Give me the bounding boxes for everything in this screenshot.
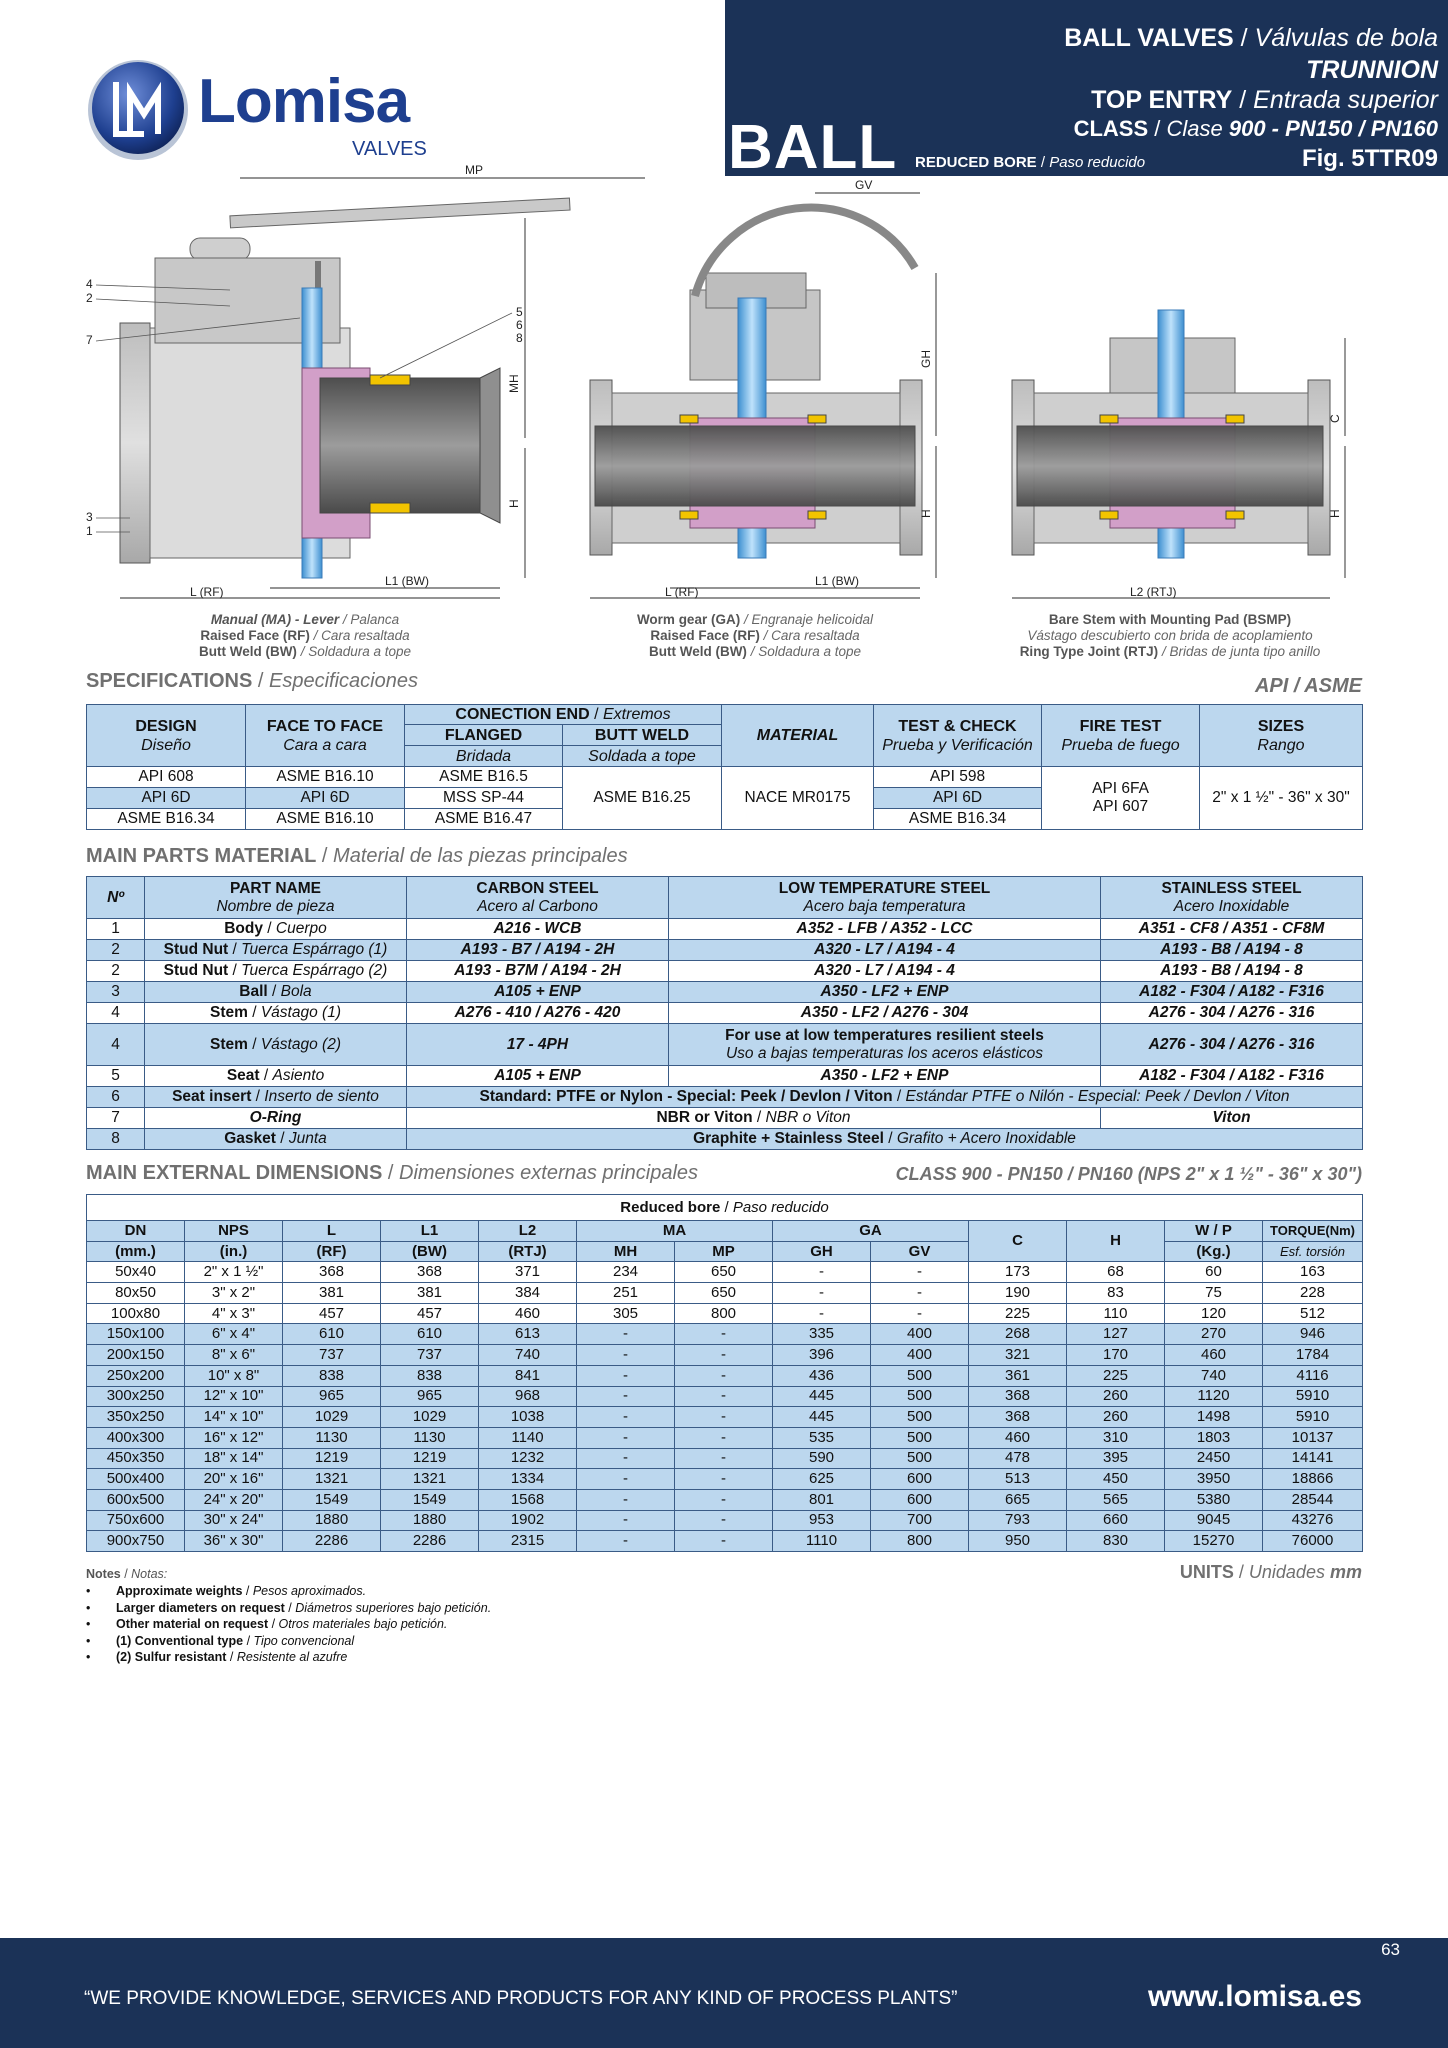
svg-text:L (RF): L (RF)	[665, 585, 699, 599]
dimension-cell: 9045	[1165, 1510, 1263, 1531]
dimension-cell: 68	[1067, 1262, 1165, 1283]
dimension-cell: 968	[479, 1386, 577, 1407]
dimension-cell: 793	[969, 1510, 1067, 1531]
dimension-cell: 460	[1165, 1345, 1263, 1366]
note-item: • (1) Conventional type / Tipo convencional	[86, 1633, 355, 1648]
svg-text:7: 7	[86, 333, 93, 347]
dimension-cell: -	[773, 1262, 871, 1283]
header-line-4: CLASS / Clase 900 - PN150 / PN160	[1073, 116, 1438, 141]
parts-row: 7 O-Ring NBR or Viton / NBR o Viton Viton	[87, 1108, 1363, 1129]
valve-drawings	[80, 163, 1370, 668]
dimension-cell: 190	[969, 1283, 1067, 1304]
dimension-cell: 10" x 8"	[185, 1365, 283, 1386]
parts-row: 2 Stud Nut / Tuerca Espárrago (1) A193 - B7 / A194 - 2H A320 - L7 / A194 - 4 A193 - B8 / A194 - 8	[87, 940, 1363, 961]
parts-row: 5 Seat / Asiento A105 + ENP A350 - LF2 + ENP A182 - F304 / A182 - F316	[87, 1066, 1363, 1087]
dimension-row	[87, 1324, 1363, 1345]
dimension-cell: -	[577, 1489, 675, 1510]
dimension-cell: 225	[969, 1303, 1067, 1324]
svg-text:3: 3	[86, 510, 93, 524]
website-link[interactable]: www.lomisa.es	[1148, 1980, 1362, 2013]
note-item: • Approximate weights / Pesos aproximados.	[86, 1584, 367, 1598]
parts-row: 3 Ball / Bola A105 + ENP A350 - LF2 + ENP A182 - F304 / A182 - F316	[87, 982, 1363, 1003]
dimension-row	[87, 1365, 1363, 1386]
dimension-cell: 457	[381, 1303, 479, 1324]
dimension-cell: 381	[381, 1283, 479, 1304]
dimension-cell: 737	[283, 1345, 381, 1366]
dimension-cell: -	[577, 1386, 675, 1407]
dimension-cell: 1880	[283, 1510, 381, 1531]
dimension-cell: 150x100	[87, 1324, 185, 1345]
parts-row: 6 Seat insert / Inserto de siento Standard: PTFE or Nylon - Special: Peek / Devlon / Viton / Estándar PTFE o Nilón - Especial: Peek / Devlon / Viton	[87, 1087, 1363, 1108]
drawing-bare-stem	[1012, 310, 1345, 599]
dimension-cell: 500	[871, 1386, 969, 1407]
dimension-row	[87, 1407, 1363, 1428]
dimension-cell: 80x50	[87, 1283, 185, 1304]
dimension-row	[87, 1448, 1363, 1469]
dimension-cell: 350x250	[87, 1407, 185, 1428]
dimension-cell: 400x300	[87, 1427, 185, 1448]
note-item: • Other material on request / Otros materiales bajo petición.	[86, 1617, 448, 1631]
dimension-cell: 2450	[1165, 1448, 1263, 1469]
dimension-cell: -	[577, 1365, 675, 1386]
dimension-cell: 838	[381, 1365, 479, 1386]
dimension-cell: -	[773, 1283, 871, 1304]
note-item: • (2) Sulfur resistant / Resistente al azufre	[86, 1650, 348, 1664]
dimension-cell: 500	[871, 1427, 969, 1448]
dimension-cell: -	[871, 1262, 969, 1283]
dimension-cell: 460	[969, 1427, 1067, 1448]
dimension-cell: 1334	[479, 1469, 577, 1490]
dimension-cell: 1321	[283, 1469, 381, 1490]
drawing-gear	[590, 178, 936, 599]
dimension-cell: 1498	[1165, 1407, 1263, 1428]
svg-text:H: H	[1328, 509, 1342, 518]
dimension-cell: 225	[1067, 1365, 1165, 1386]
dimension-cell: 20" x 16"	[185, 1469, 283, 1490]
dimension-cell: 800	[871, 1531, 969, 1552]
dimension-cell: 478	[969, 1448, 1067, 1469]
dimension-cell: 1130	[283, 1427, 381, 1448]
dimension-cell: 830	[1067, 1531, 1165, 1552]
dimension-cell: 535	[773, 1427, 871, 1448]
dimension-cell: 965	[381, 1386, 479, 1407]
dimension-row	[87, 1386, 1363, 1407]
dimension-cell: 740	[479, 1345, 577, 1366]
dimension-row	[87, 1510, 1363, 1531]
dimension-cell: 450	[1067, 1469, 1165, 1490]
dimension-cell: 14141	[1263, 1448, 1363, 1469]
header-line-3: TOP ENTRY / Entrada superior	[1091, 86, 1438, 114]
dimension-cell: 173	[969, 1262, 1067, 1283]
dimension-cell: 100x80	[87, 1303, 185, 1324]
dimension-cell: -	[675, 1324, 773, 1345]
dimension-cell: 24" x 20"	[185, 1489, 283, 1510]
dimension-cell: 1232	[479, 1448, 577, 1469]
parts-row: 8 Gasket / Junta Graphite + Stainless Steel / Grafito + Acero Inoxidable	[87, 1129, 1363, 1150]
dimension-cell: -	[577, 1427, 675, 1448]
dimension-cell: 270	[1165, 1324, 1263, 1345]
dimension-cell: 600	[871, 1469, 969, 1490]
dimension-row	[87, 1303, 1363, 1324]
dimension-cell: 400	[871, 1345, 969, 1366]
dimension-cell: 170	[1067, 1345, 1165, 1366]
logo-name: Lomisa	[198, 67, 410, 136]
specs-table: DESIGN Diseño FACE TO FACE Cara a cara CONECTION END / Extremos MATERIAL TEST & CHECK Prueba y Verificación FIRE TEST Prueba de fuego SIZES Rango FLANGED BUTT WELD Bridada Soldada a tope API 608 ASME B16.10 ASME B16.5 ASME B16.25 NACE MR0175 API 598 API 6FA API 607 2" x 1 ½" - 36" x 30" API 6D API 6D MSS SP-44 API 6D ASME B16.34 ASME B16.10 ASME B16.47 ASME B16.34	[86, 704, 1363, 830]
dimension-cell: 1784	[1263, 1345, 1363, 1366]
dimension-cell: -	[577, 1448, 675, 1469]
dimension-cell: 665	[969, 1489, 1067, 1510]
dimension-cell: 127	[1067, 1324, 1165, 1345]
dimension-cell: 368	[283, 1262, 381, 1283]
dimension-row	[87, 1531, 1363, 1552]
svg-text:L2 (RTJ): L2 (RTJ)	[1130, 585, 1177, 599]
dimension-cell: 450x350	[87, 1448, 185, 1469]
dimension-row	[87, 1262, 1363, 1283]
svg-text:L1 (BW): L1 (BW)	[815, 574, 860, 588]
dimension-cell: 335	[773, 1324, 871, 1345]
dimension-cell: -	[675, 1531, 773, 1552]
dimension-cell: 15270	[1165, 1531, 1263, 1552]
dimension-cell: -	[675, 1469, 773, 1490]
parts-title: MAIN PARTS MATERIAL / Material de las piezas principales	[86, 845, 628, 867]
dimension-cell: -	[675, 1386, 773, 1407]
dimension-cell: 590	[773, 1448, 871, 1469]
dimension-cell: 1130	[381, 1427, 479, 1448]
parts-row: 4 Stem / Vástago (1) A276 - 410 / A276 - 420 A350 - LF2 / A276 - 304 A276 - 304 / A276 - 316	[87, 1003, 1363, 1024]
dimension-cell: 460	[479, 1303, 577, 1324]
dimension-cell: -	[871, 1303, 969, 1324]
dimension-cell: 14" x 10"	[185, 1407, 283, 1428]
dimension-cell: 4116	[1263, 1365, 1363, 1386]
dimension-cell: 750x600	[87, 1510, 185, 1531]
dimension-cell: -	[577, 1469, 675, 1490]
ball-title: BALL	[728, 113, 898, 182]
dimension-cell: 28544	[1263, 1489, 1363, 1510]
dimension-cell: 60	[1165, 1262, 1263, 1283]
dimension-cell: -	[675, 1345, 773, 1366]
parts-table: Nº PART NAME Nombre de pieza CARBON STEEL Acero al Carbono LOW TEMPERATURE STEEL Acero baja temperatura STAINLESS STEEL Acero Inoxidable 1 Body / Cuerpo A216 - WCB A352 - LFB / A352 - LCC A351 - CF8 / A351 - CF8M 2 Stud Nut / Tuerca Espárrago (1) A193 - B7 / A194 - 2H A320 - L7 / A194 - 4 A193 - B8 / A194 - 8 2 Stud Nut / Tuerca Espárrago (2) A193 - B7M / A194 - 2H A320 - L7 / A194 - 4 A193 - B8 / A194 - 8 3 Ball / Bola A105 + ENP A350 - LF2 + ENP A182 - F304 / A182 - F316 4 Stem / Vástago (1) A276 - 410 / A276 - 420 A350 - LF2 / A276 - 304 A276 - 304 / A276 - 316 4 Stem / Vástago (2) 17 - 4PH For use at low temperatures resilient steels Uso a bajas temperaturas los aceros elásticos A276 - 304 / A276 - 316 5 Seat / Asiento A105 + ENP A350 - LF2 + ENP A182 - F304 / A182 - F316 6 Seat insert / Inserto de siento Standard: PTFE or Nylon - Special: Peek / Devlon / Viton / Estándar PTFE o Nilón - Especial: Peek / Devlon / Viton 7 O-Ring NBR or Viton / NBR o Viton Viton 8 Gasket / Junta Graphite + Stainless Steel / Grafito + Acero Inoxidable	[86, 876, 1363, 1150]
dimension-cell: 400	[871, 1324, 969, 1345]
dimension-cell: -	[871, 1283, 969, 1304]
dimension-cell: 457	[283, 1303, 381, 1324]
svg-text:1: 1	[86, 524, 93, 538]
dimension-cell: 16" x 12"	[185, 1427, 283, 1448]
dimension-cell: 5380	[1165, 1489, 1263, 1510]
dimension-cell: -	[577, 1407, 675, 1428]
dimension-cell: 445	[773, 1407, 871, 1428]
svg-text:MP: MP	[465, 163, 483, 177]
dimension-cell: 2315	[479, 1531, 577, 1552]
svg-text:L1 (BW): L1 (BW)	[385, 574, 430, 588]
dimension-cell: 300x250	[87, 1386, 185, 1407]
dimension-cell: -	[577, 1324, 675, 1345]
caption-bare-stem: Bare Stem with Mounting Pad (BSMP) Vástago descubierto con brida de acoplamiento Ring Type Joint (RTJ) / Bridas de junta tipo anillo	[1019, 612, 1321, 659]
dimension-cell: 700	[871, 1510, 969, 1531]
dimension-cell: 565	[1067, 1489, 1165, 1510]
dimension-cell: 260	[1067, 1407, 1165, 1428]
dimension-cell: 1880	[381, 1510, 479, 1531]
dimension-cell: 650	[675, 1262, 773, 1283]
dimension-cell: 801	[773, 1489, 871, 1510]
dimension-cell: 396	[773, 1345, 871, 1366]
svg-text:8: 8	[516, 331, 523, 345]
dimension-cell: -	[577, 1510, 675, 1531]
dimension-cell: 436	[773, 1365, 871, 1386]
dimension-cell: 395	[1067, 1448, 1165, 1469]
dimension-cell: 5910	[1263, 1386, 1363, 1407]
notes-title: Notes / Notas:	[86, 1567, 168, 1581]
dimension-cell: 1219	[381, 1448, 479, 1469]
svg-text:GV: GV	[855, 178, 873, 192]
dimension-cell: -	[675, 1448, 773, 1469]
notes-list	[86, 1583, 491, 1666]
svg-text:H: H	[919, 509, 933, 518]
dimension-cell: 6" x 4"	[185, 1324, 283, 1345]
dimension-cell: 8" x 6"	[185, 1345, 283, 1366]
dimension-cell: 368	[969, 1407, 1067, 1428]
dimension-cell: 1038	[479, 1407, 577, 1428]
dimension-cell: 368	[381, 1262, 479, 1283]
parts-row: 1 Body / Cuerpo A216 - WCB A352 - LFB / A352 - LCC A351 - CF8 / A351 - CF8M	[87, 919, 1363, 940]
dimension-cell: 1549	[381, 1489, 479, 1510]
svg-text:2: 2	[86, 291, 93, 305]
dimension-cell: 384	[479, 1283, 577, 1304]
dimension-cell: 1902	[479, 1510, 577, 1531]
dimension-cell: 513	[969, 1469, 1067, 1490]
dimension-cell: 900x750	[87, 1531, 185, 1552]
dimension-cell: -	[675, 1489, 773, 1510]
dimension-cell: 83	[1067, 1283, 1165, 1304]
drawing-lever	[86, 163, 645, 599]
dimension-cell: 10137	[1263, 1427, 1363, 1448]
dimension-cell: 3" x 2"	[185, 1283, 283, 1304]
svg-text:5: 5	[516, 305, 523, 319]
footer	[0, 1938, 1448, 2048]
dimension-cell: 18" x 14"	[185, 1448, 283, 1469]
dimension-cell: 650	[675, 1283, 773, 1304]
header-line-2: TRUNNION	[1306, 56, 1438, 84]
dimension-cell: 1549	[283, 1489, 381, 1510]
dimension-cell: 841	[479, 1365, 577, 1386]
dimension-cell: -	[577, 1531, 675, 1552]
dimension-cell: 946	[1263, 1324, 1363, 1345]
svg-text:C: C	[1328, 414, 1342, 423]
dimension-cell: 12" x 10"	[185, 1386, 283, 1407]
dimension-cell: 613	[479, 1324, 577, 1345]
dimension-cell: 76000	[1263, 1531, 1363, 1552]
dimension-cell: 120	[1165, 1303, 1263, 1324]
dimension-cell: 1219	[283, 1448, 381, 1469]
dimension-cell: 4" x 3"	[185, 1303, 283, 1324]
dimension-cell: 1803	[1165, 1427, 1263, 1448]
dimension-cell: 251	[577, 1283, 675, 1304]
dimension-cell: 3950	[1165, 1469, 1263, 1490]
dimension-cell: 200x150	[87, 1345, 185, 1366]
svg-text:6: 6	[516, 318, 523, 332]
units-label: UNITS / Unidades mm	[1179, 1562, 1362, 1582]
dimension-cell: -	[675, 1427, 773, 1448]
dimension-cell: 305	[577, 1303, 675, 1324]
dimension-row	[87, 1427, 1363, 1448]
dimension-cell: 1140	[479, 1427, 577, 1448]
header-line-1: BALL VALVES / Válvulas de bola	[1064, 24, 1438, 52]
dimension-cell: -	[675, 1365, 773, 1386]
lomisa-logo	[86, 52, 446, 172]
figure-number: Fig. 5TTR09	[1301, 145, 1438, 172]
dims-title: MAIN EXTERNAL DIMENSIONS / Dimensiones externas principales	[86, 1162, 699, 1184]
dimension-cell: 5910	[1263, 1407, 1363, 1428]
dims-class-note: CLASS 900 - PN150 / PN160 (NPS 2" x 1 ½" - 36" x 30")	[895, 1164, 1362, 1184]
logo-sub: VALVES	[352, 138, 427, 160]
reduced-bore-label: REDUCED BORE / Paso reducido	[915, 154, 1146, 171]
dimension-cell: 110	[1067, 1303, 1165, 1324]
dimension-cell: 381	[283, 1283, 381, 1304]
dimension-cell: 660	[1067, 1510, 1165, 1531]
dimension-cell: 512	[1263, 1303, 1363, 1324]
dimension-cell: 250x200	[87, 1365, 185, 1386]
svg-text:L (RF): L (RF)	[190, 585, 224, 599]
dimension-row	[87, 1283, 1363, 1304]
dimension-cell: 740	[1165, 1365, 1263, 1386]
dimension-row	[87, 1345, 1363, 1366]
page-number: 63	[1381, 1940, 1400, 1959]
dimension-cell: 2286	[283, 1531, 381, 1552]
svg-text:4: 4	[86, 277, 93, 291]
svg-text:H: H	[507, 499, 521, 508]
svg-text:MH: MH	[507, 374, 521, 393]
dimension-cell: 965	[283, 1386, 381, 1407]
dimension-cell: 445	[773, 1386, 871, 1407]
dimension-cell: -	[577, 1345, 675, 1366]
dimension-cell: 610	[283, 1324, 381, 1345]
dimension-cell: 838	[283, 1365, 381, 1386]
dimension-cell: 163	[1263, 1262, 1363, 1283]
dimension-cell: -	[773, 1303, 871, 1324]
dimensions-table: Reduced bore / Paso reducido DN NPS L L1 L2 MA GA C H W / P TORQUE(Nm) (mm.) (in.) (RF) (BW) (RTJ) MH MP GH GV (Kg.) Esf. torsión 50x40 2" x 1 ½" 368 368 371 234 650 - - 173 68 60 163 80x50 3" x 2" 381 381 384 251 650 - - 190 83 75 228 100x80 4" x 3" 457 457 460 305 800 - - 225 110 120 512 150x100 6" x 4" 610 610 613 - - 335 400 268 127 270 946 200x150 8" x 6" 737 737 740 - - 396 400 321 170 460 1784 250x200 10" x 8" 838 838 841 - - 436 500 361 225 740 4116 300x250 12" x 10" 965 965 968 - - 445 500 368 260 1120 5910 350x250 14" x 10" 1029 1029 1038 - - 445 500 368 260 1498 5910 400x300 16" x 12" 1130 1130 1140 - - 535 500 460 310 1803 10137 450x350 18" x 14" 1219 1219 1232 - - 590 500 478 395 2450 14141 500x400 20" x 16" 1321 1321 1334 - - 625 600 513 450 3950 18866 600x500 24" x 20" 1549 1549 1568 - - 801 600 665 565 5380 28544 750x600 30" x 24" 1880 1880 1902 - - 953 700 793 660 9045 43276 900x750 36" x 30" 2286 2286 2315 - - 1110 800 950 830 15270 76000	[86, 1194, 1363, 1552]
dimension-cell: 800	[675, 1303, 773, 1324]
dimension-cell: 610	[381, 1324, 479, 1345]
dimension-cell: 371	[479, 1262, 577, 1283]
dimension-cell: 625	[773, 1469, 871, 1490]
note-item: • Larger diameters on request / Diámetros superiores bajo petición.	[86, 1600, 492, 1615]
dimension-cell: 500x400	[87, 1469, 185, 1490]
dimension-cell: 43276	[1263, 1510, 1363, 1531]
dimension-cell: 36" x 30"	[185, 1531, 283, 1552]
parts-row: 4 Stem / Vástago (2) 17 - 4PH For use at low temperatures resilient steels Uso a bajas temperaturas los aceros elásticos A276 - 304 / A276 - 316	[87, 1024, 1363, 1066]
dimension-cell: 1321	[381, 1469, 479, 1490]
dimension-cell: 950	[969, 1531, 1067, 1552]
dimension-cell: 228	[1263, 1283, 1363, 1304]
dimension-cell: 50x40	[87, 1262, 185, 1283]
dimension-row	[87, 1489, 1363, 1510]
specs-standard: API / ASME	[1254, 675, 1362, 697]
dimension-cell: 1568	[479, 1489, 577, 1510]
dimension-cell: 1029	[381, 1407, 479, 1428]
dimension-cell: 737	[381, 1345, 479, 1366]
dimension-cell: 2" x 1 ½"	[185, 1262, 283, 1283]
dimension-cell: 600	[871, 1489, 969, 1510]
dimension-cell: 1110	[773, 1531, 871, 1552]
footer-slogan: “WE PROVIDE KNOWLEDGE, SERVICES AND PRODUCTS FOR ANY KIND OF PROCESS PLANTS”	[84, 1988, 958, 2009]
svg-text:GH: GH	[919, 350, 933, 368]
dimension-cell: 500	[871, 1407, 969, 1428]
dimension-cell: 268	[969, 1324, 1067, 1345]
dimension-cell: 75	[1165, 1283, 1263, 1304]
dimension-cell: 361	[969, 1365, 1067, 1386]
dimension-cell: 310	[1067, 1427, 1165, 1448]
dimension-cell: 30" x 24"	[185, 1510, 283, 1531]
dimension-cell: 1029	[283, 1407, 381, 1428]
dimension-cell: 234	[577, 1262, 675, 1283]
dimension-cell: 600x500	[87, 1489, 185, 1510]
caption-gear: Worm gear (GA) / Engranaje helicoidal Raised Face (RF) / Cara resaltada Butt Weld (BW) / Soldadura a tope	[636, 612, 874, 659]
specs-title: SPECIFICATIONS / Especificaciones	[86, 670, 418, 692]
dimension-cell: 368	[969, 1386, 1067, 1407]
dimension-cell: 321	[969, 1345, 1067, 1366]
dimension-cell: 500	[871, 1448, 969, 1469]
caption-lever: Manual (MA) - Lever / Palanca Raised Face (RF) / Cara resaltada Butt Weld (BW) / Soldadura a tope	[198, 612, 412, 659]
valve-drawing-svg	[80, 163, 1370, 608]
dimension-cell: 1120	[1165, 1386, 1263, 1407]
dimension-cell: -	[675, 1407, 773, 1428]
dimension-cell: 260	[1067, 1386, 1165, 1407]
dimension-cell: 953	[773, 1510, 871, 1531]
dimension-cell: 500	[871, 1365, 969, 1386]
dimension-cell: 18866	[1263, 1469, 1363, 1490]
dimension-row	[87, 1469, 1363, 1490]
dimension-cell: -	[675, 1510, 773, 1531]
parts-row: 2 Stud Nut / Tuerca Espárrago (2) A193 - B7M / A194 - 2H A320 - L7 / A194 - 4 A193 - B8 / A194 - 8	[87, 961, 1363, 982]
dimension-cell: 2286	[381, 1531, 479, 1552]
